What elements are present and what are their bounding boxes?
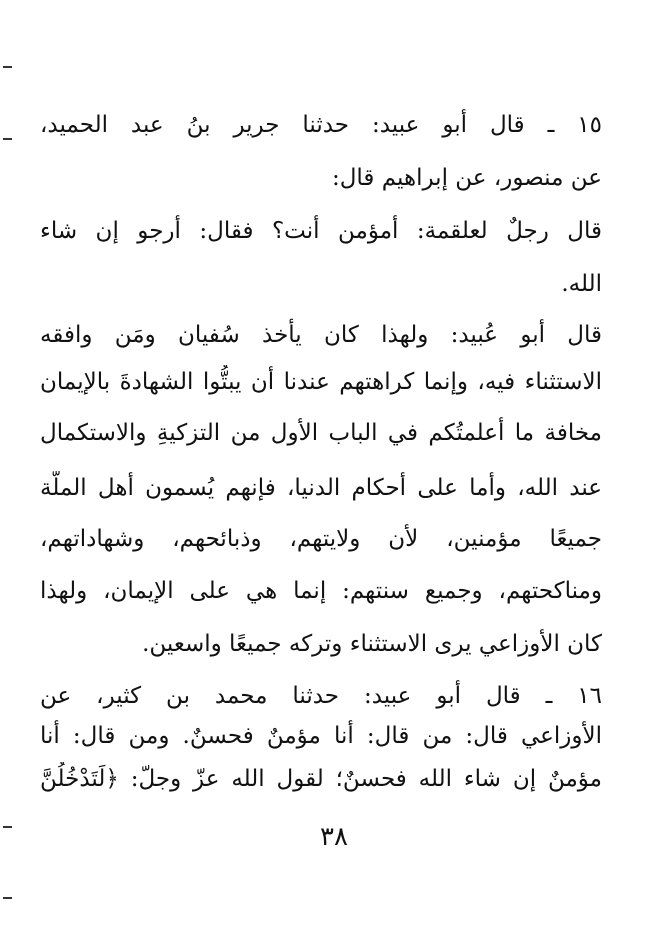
text-line-12: ١٦ ـ قال أبو عبيد: حدثنا محمد بن كثير، عن [40, 683, 602, 709]
text-line-13: الأوزاعي قال: من قال: أنا مؤمنٌ فحسنٌ. ومن قال: أنا [40, 723, 602, 749]
text-line-11: كان الأوزاعي يرى الاستثناء وتركه جميعًا واسعين. [142, 631, 602, 657]
page-number: ٣٨ [320, 822, 348, 852]
text-line-7: مخافة ما أعلمتُكم في الباب الأول من التزكيةِ والاستكمال [40, 420, 602, 446]
scan-edge-mark [3, 138, 12, 140]
text-line-5: قال أبو عُبيد: ولهذا كان يأخذ سُفيان ومَن وافقه [40, 322, 602, 348]
text-line-10: ومناكحتهم، وجميع سنتهم: إنما هي على الإيمان، ولهذا [40, 578, 602, 604]
scan-edge-mark [3, 897, 12, 899]
scan-edge-mark [3, 826, 12, 828]
text-line-14: مؤمنٌ إن شاء الله فحسنٌ؛ لقول الله عزّ وجلّ: ﴿لَتَدْخُلُنَّ [40, 766, 602, 792]
scan-edge-mark [3, 66, 12, 68]
text-line-2: عن منصور، عن إبراهيم قال: [331, 165, 602, 191]
text-line-6: الاستثناء فيه، وإنما كراهتهم عندنا أن يبتُّوا الشهادةَ بالإيمان [40, 369, 602, 395]
text-line-1: ١٥ ـ قال أبو عبيد: حدثنا جرير بنُ عبد الحميد، [40, 112, 602, 138]
text-line-4: الله. [561, 271, 602, 297]
text-line-9: جميعًا مؤمنين، لأن ولايتهم، وذبائحهم، وشهاداتهم، [40, 526, 602, 552]
text-line-3: قال رجلٌ لعلقمة: أمؤمن أنت؟ فقال: أرجو إن شاء [40, 218, 602, 244]
text-line-8: عند الله، وأما على أحكام الدنيا، فإنهم يُسمون أهل الملّة [40, 475, 602, 501]
